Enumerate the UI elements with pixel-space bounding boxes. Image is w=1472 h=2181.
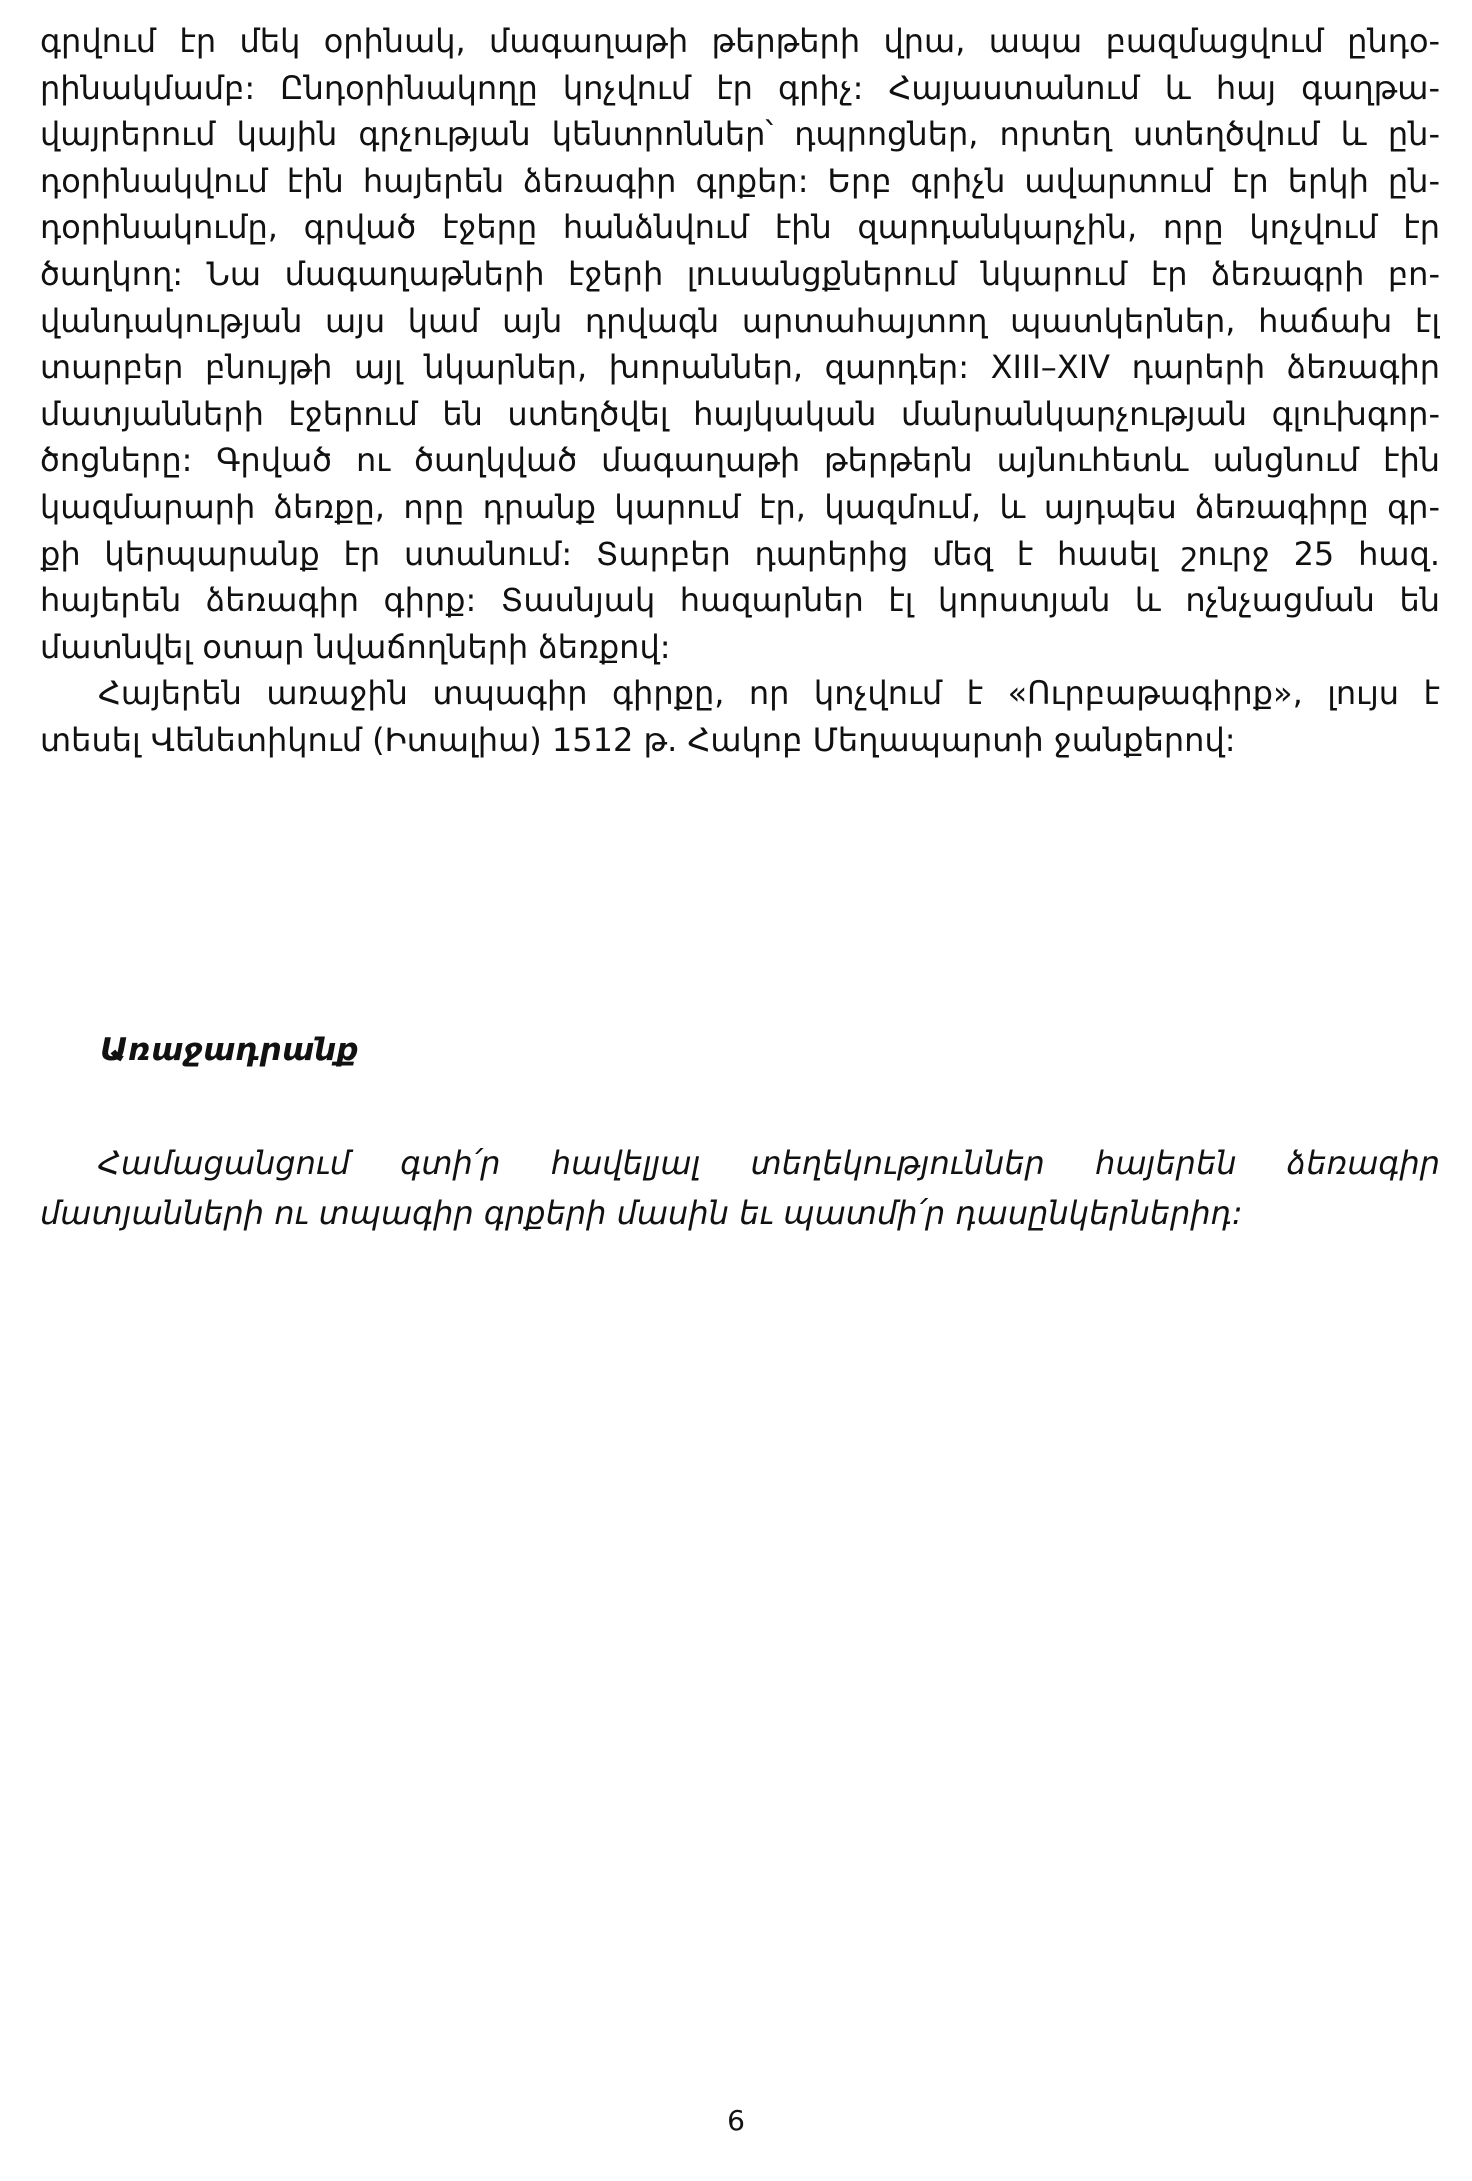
body-line: վայրերում կային գրչության կենտրոններ՝ դպրոցներ, որտեղ ստեղծվում և ըն- (40, 115, 1440, 154)
body-line: տարբեր բնույթի այլ նկարներ, խորաններ, զարդեր: XIII–XIV դարերի ձեռագիր (40, 348, 1440, 387)
body-line: դօրինակվում էին հայերեն ձեռագիր գրքեր: Երբ գրիչն ավարտում էր երկի ըն- (40, 161, 1440, 200)
task-heading: Առաջադրանք (100, 1032, 359, 1068)
body-line: կազմարարի ձեռքը, որը դրանք կարում էր, կազմում, և այդպես ձեռագիրը գր- (40, 487, 1440, 526)
body-text (40, 18, 1440, 764)
body-line: տեսել Վենետիկում (Իտալիա) 1512 թ. Հակոբ Մեղապարտի ջանքերով: (40, 720, 1236, 759)
body-line: մատնվել օտար նվաճողների ձեռքով: (40, 627, 671, 666)
task-text (40, 1138, 1440, 1238)
task-line: մատյանների ու տպագիր գրքերի մասին եւ պատմի՛ր դասընկերներիդ: (40, 1194, 1243, 1232)
body-line: Հայերեն առաջին տպագիր գիրքը, որ կոչվում է «Ուրբաթագիրք», լույս է (98, 674, 1440, 713)
body-line: դօրինակումը, գրված էջերը հանձնվում էին զարդանկարչին, որը կոչվում էր (40, 208, 1440, 247)
body-line: րինակմամբ: Ընդօրինակողը կոչվում էր գրիչ: Հայաստանում և հայ գաղթա- (40, 68, 1440, 107)
body-line: վանդակության այս կամ այն դրվագն արտահայտող պատկերներ, հաճախ էլ (40, 301, 1440, 340)
task-line: Համացանցում գտի՛ր հավելյալ տեղեկություններ հայերեն ձեռագիր (98, 1144, 1440, 1182)
body-line: ծոցները: Գրված ու ծաղկված մագաղաթի թերթերն այնուհետև անցնում էին (40, 441, 1440, 480)
body-line: գրվում էր մեկ օրինակ, մագաղաթի թերթերի վրա, ապա բազմացվում ընդօ- (40, 22, 1440, 60)
body-line: հայերեն ձեռագիր գիրք: Տասնյակ հազարներ էլ կորստյան և ոչնչացման են (40, 581, 1440, 620)
page-number: 6 (727, 2104, 745, 2137)
body-line: ծաղկող: Նա մագաղաթների էջերի լուսանցքներում նկարում էր ձեռագրի բո- (40, 254, 1440, 293)
body-line: մատյանների էջերում են ստեղծվել հայկական մանրանկարչության գլուխգոր- (40, 394, 1440, 433)
body-line: քի կերպարանք էր ստանում: Տարբեր դարերից մեզ է հասել շուրջ 25 հազ. (40, 534, 1440, 573)
